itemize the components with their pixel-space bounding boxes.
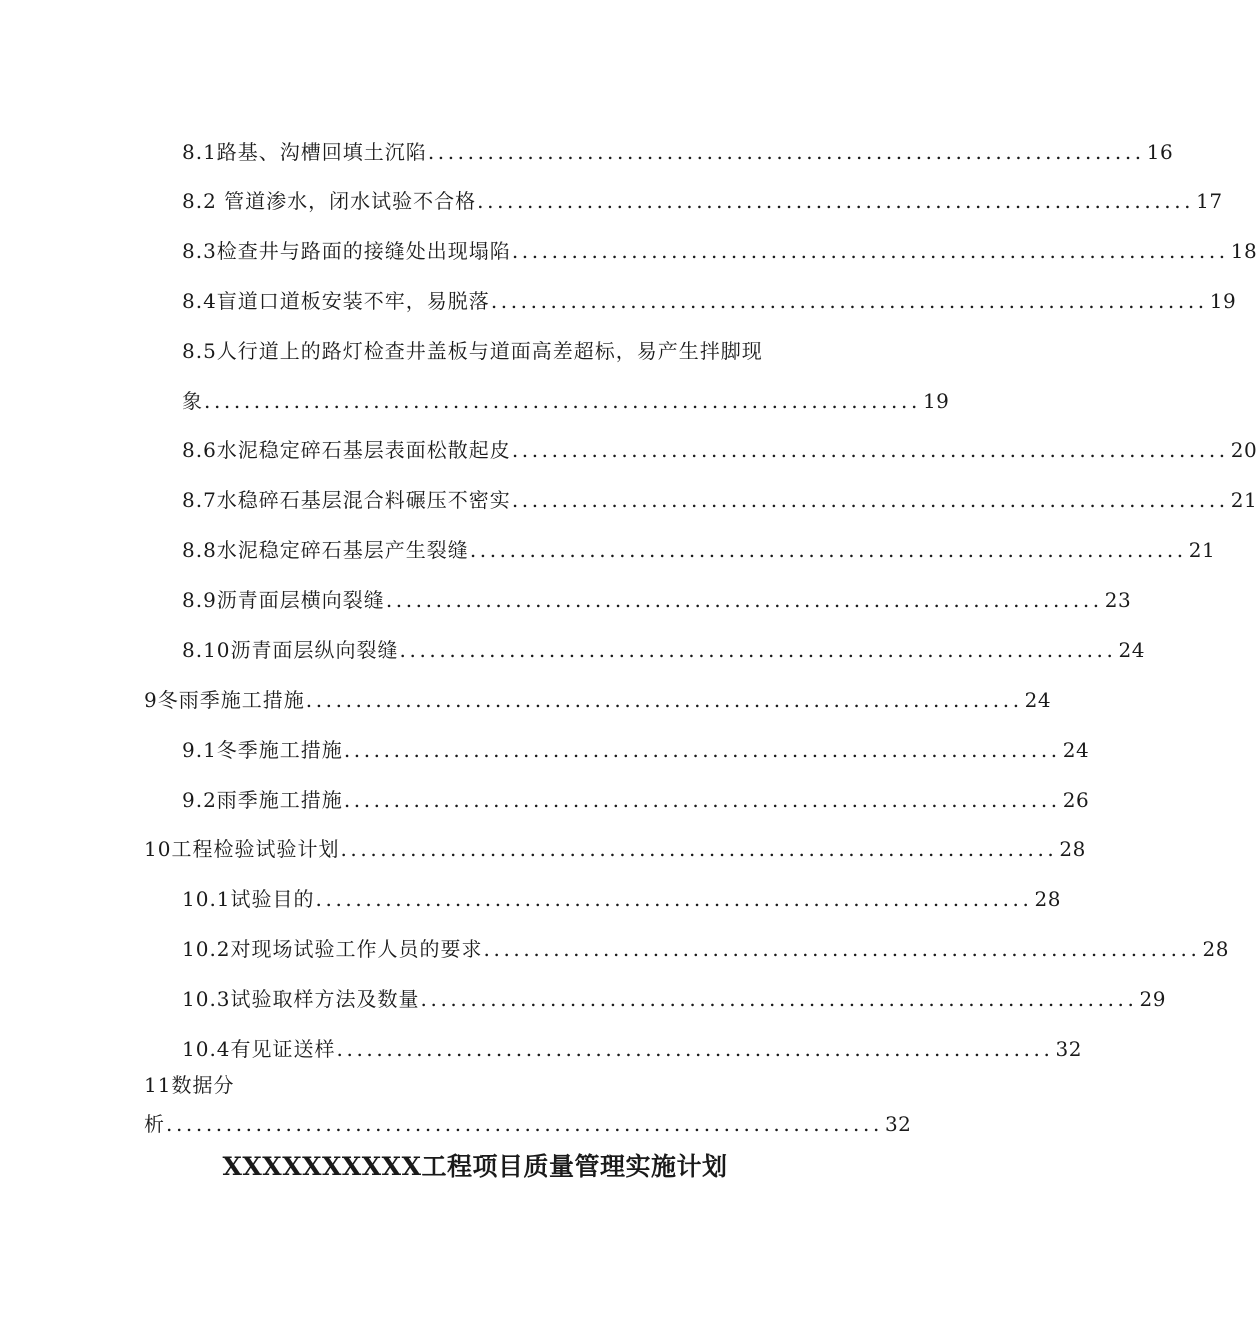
- toc-entry-label: 8.7水稳碎石基层混合料碾压不密实: [182, 488, 511, 512]
- document-title: XXXXXXXXXX工程项目质量管理实施计划: [222, 1152, 728, 1181]
- toc-entry-label: 8.9沥青面层横向裂缝: [182, 588, 385, 612]
- toc-leader-dots: ........................................................................: [399, 638, 1117, 662]
- toc-leader-dots: ........................................................................: [483, 937, 1201, 961]
- toc-leader-dots: ........................................................................: [204, 389, 921, 413]
- toc-page-number: 18: [1230, 239, 1257, 263]
- toc-page-number: 32: [1055, 1037, 1082, 1061]
- toc-page-number: 16: [1146, 140, 1174, 164]
- toc-entry-label-continuation: 象: [182, 389, 203, 413]
- toc-entry-label-continuation: 析: [144, 1112, 165, 1136]
- toc-page-number: 28: [1034, 887, 1061, 911]
- toc-page-number: 29: [1139, 987, 1166, 1011]
- toc-entry[interactable]: [182, 736, 1090, 764]
- toc-entry-label: 10.1试验目的: [182, 887, 315, 911]
- toc-entry[interactable]: [182, 287, 1237, 315]
- toc-entry-label: 8.6水泥稳定碎石基层表面松散起皮: [182, 438, 511, 462]
- toc-entry[interactable]: [182, 586, 1132, 614]
- toc-leader-dots: ........................................................................: [305, 688, 1023, 712]
- toc-entry[interactable]: [182, 985, 1166, 1013]
- toc-entry-label: 8.2 管道渗水，闭水试验不合格: [182, 189, 477, 213]
- toc-entry[interactable]: [182, 1035, 1082, 1063]
- toc-leader-dots: ........................................................................: [343, 788, 1061, 812]
- toc-entry[interactable]: [182, 486, 1257, 514]
- toc-entry[interactable]: [182, 636, 1145, 664]
- toc-page-number: 24: [1024, 688, 1052, 712]
- toc-entry-label[interactable]: 11数据分: [144, 1073, 235, 1097]
- toc-page-number: 21: [1188, 538, 1216, 562]
- toc-page-number: 28: [1059, 837, 1086, 861]
- toc-entry[interactable]: [144, 686, 1052, 714]
- toc-page-number: 19: [922, 389, 950, 413]
- toc-entry-label: 10.4有见证送样: [182, 1037, 336, 1061]
- toc-page-number: 20: [1230, 438, 1257, 462]
- toc-entry-label: 8.8水泥稳定碎石基层产生裂缝: [182, 538, 469, 562]
- toc-entry[interactable]: [182, 237, 1257, 265]
- toc-entry-label: 8.3检查井与路面的接缝处出现塌陷: [182, 239, 511, 263]
- toc-leader-dots: ........................................................................: [385, 588, 1103, 612]
- toc-leader-dots: ........................................................................: [166, 1112, 883, 1136]
- toc-leader-dots: ........................................................................: [420, 987, 1138, 1011]
- toc-entry-label: 8.10沥青面层纵向裂缝: [182, 638, 399, 662]
- toc-page-number: 26: [1062, 788, 1090, 812]
- toc-leader-dots: ........................................................................: [511, 438, 1229, 462]
- toc-leader-dots: ........................................................................: [315, 887, 1033, 911]
- toc-entry-label: 9.2雨季施工措施: [182, 788, 343, 812]
- toc-entry-label: 9.1冬季施工措施: [182, 738, 343, 762]
- toc-page-number: 21: [1230, 488, 1257, 512]
- toc-page-number: 23: [1104, 588, 1132, 612]
- toc-leader-dots: ........................................................................: [340, 837, 1058, 861]
- toc-page-number: 24: [1118, 638, 1145, 662]
- toc-page-number: 28: [1202, 937, 1229, 961]
- toc-entry-label[interactable]: 8.5人行道上的路灯检查井盖板与道面高差超标，易产生拌脚现: [182, 339, 763, 363]
- toc-entry-label: 10.3试验取样方法及数量: [182, 987, 420, 1011]
- toc-entry-label: 9冬雨季施工措施: [144, 688, 305, 712]
- toc-leader-dots: ........................................................................: [343, 738, 1061, 762]
- toc-page-number: 32: [884, 1112, 912, 1136]
- toc-entry-label: 10.2对现场试验工作人员的要求: [182, 937, 483, 961]
- toc-entry[interactable]: [182, 536, 1216, 564]
- toc-leader-dots: ........................................................................: [336, 1037, 1054, 1061]
- toc-leader-dots: ........................................................................: [469, 538, 1187, 562]
- toc-leader-dots: ........................................................................: [511, 488, 1229, 512]
- toc-entry[interactable]: [182, 187, 1223, 215]
- toc-leader-dots: ........................................................................: [427, 140, 1145, 164]
- toc-leader-dots: ........................................................................: [511, 239, 1229, 263]
- toc-entry[interactable]: [144, 1110, 912, 1138]
- toc-entry-label: 10工程检验试验计划: [144, 837, 340, 861]
- toc-entry[interactable]: [182, 436, 1257, 464]
- toc-page-number: 19: [1209, 289, 1237, 313]
- toc-entry[interactable]: [182, 885, 1061, 913]
- toc-entry[interactable]: [182, 138, 1174, 166]
- toc-entry-label: 8.4盲道口道板安装不牢，易脱落: [182, 289, 490, 313]
- toc-entry-label: 8.1路基、沟槽回填土沉陷: [182, 140, 427, 164]
- toc-leader-dots: ........................................................................: [490, 289, 1208, 313]
- toc-page-number: 24: [1062, 738, 1090, 762]
- toc-entry[interactable]: [182, 387, 950, 415]
- toc-entry[interactable]: [144, 835, 1086, 863]
- toc-leader-dots: ........................................................................: [477, 189, 1195, 213]
- toc-entry[interactable]: [182, 935, 1229, 963]
- toc-page-number: 17: [1196, 189, 1223, 213]
- toc-entry[interactable]: [182, 786, 1090, 814]
